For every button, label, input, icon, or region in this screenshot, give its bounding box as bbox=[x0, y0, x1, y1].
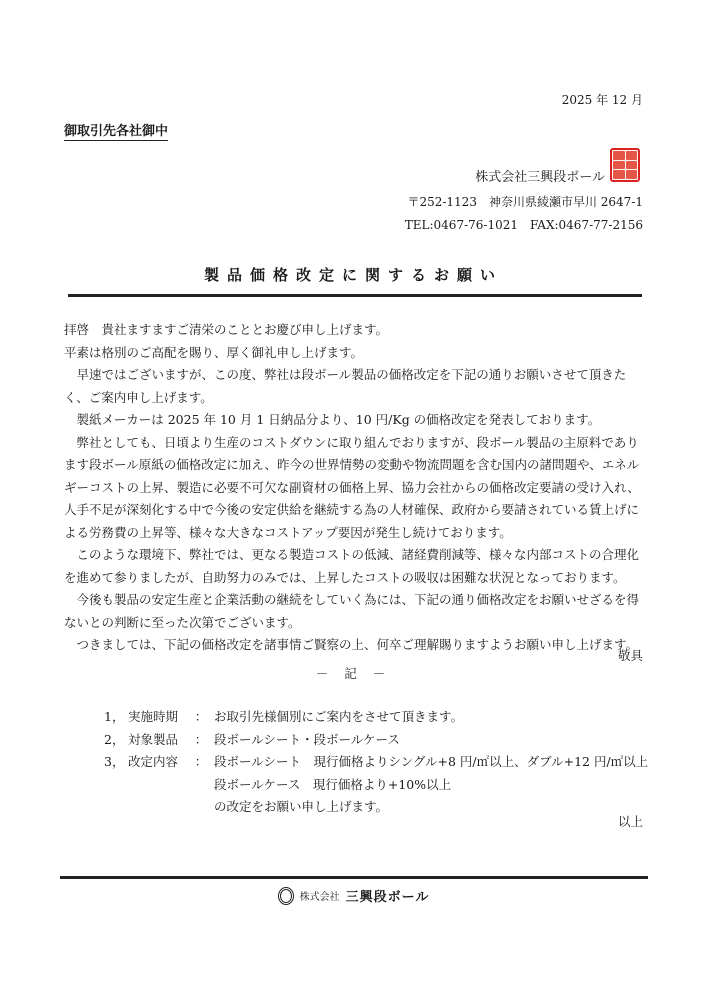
item-label: 改定内容 bbox=[128, 754, 179, 769]
item-number: 1， bbox=[104, 709, 125, 724]
document-title: 製品価格改定に関するお願い bbox=[203, 266, 503, 284]
item-value: 段ボールシート 現行価格よりシングル+8 円/㎡以上、ダブル+12 円/㎡以上 bbox=[214, 754, 649, 769]
sender-company: 株式会社三興段ボール bbox=[475, 170, 605, 185]
item-colon: ： bbox=[194, 709, 208, 724]
item-value: の改定をお願い申し上げます。 bbox=[214, 799, 389, 814]
footer-divider bbox=[60, 876, 648, 879]
item-colon: ： bbox=[194, 731, 208, 747]
item-value: お取引先様個別にご案内をさせて頂きます。 bbox=[214, 709, 464, 724]
closing: 敬具 bbox=[617, 648, 643, 663]
ki-heading: － 記 － bbox=[315, 666, 392, 681]
greeting: 拝啓 貴社ますますご清栄のこととお慶び申し上げます。 bbox=[64, 322, 389, 337]
footer-company-name: 三興段ボール bbox=[345, 890, 430, 905]
paragraph: 早速ではございますが、この度、弊社は段ボール製品の価格改定を下記の通りお願いさせて頂きたく、ご案内申し上げます。 bbox=[64, 367, 627, 405]
item-value: 段ボールシート・段ボールケース bbox=[214, 731, 400, 747]
footer-company-prefix: 株式会社 bbox=[299, 892, 340, 903]
paragraph: このような環境下、弊社では、更なる製造コストの低減、諸経費削減等、様々な内部コストの合理化を進めて参りましたが、自助努力のみでは、上昇したコストの吸収は困難な状況となっております。 bbox=[64, 547, 640, 585]
recipient: 御取引先各社御中 bbox=[64, 120, 168, 141]
list-item bbox=[104, 751, 648, 774]
paragraph: 製紙メーカーは 2025 年 10 月 1 日納品分より、10 円/Kg の価格改定を発表しております。 bbox=[76, 412, 601, 427]
list-item bbox=[104, 706, 648, 729]
document-date: 2025 年 12 月 bbox=[561, 93, 643, 107]
title-divider bbox=[68, 294, 642, 297]
list-item-continuation bbox=[104, 774, 648, 797]
list-item bbox=[104, 729, 648, 752]
letter-body bbox=[64, 319, 644, 657]
footer bbox=[0, 886, 707, 905]
item-label: 対象製品 bbox=[128, 731, 179, 747]
sender-tel-fax: TEL:0467-76-1021 FAX:0467-77-2156 bbox=[404, 218, 643, 232]
end-mark: 以上 bbox=[617, 814, 643, 829]
item-list bbox=[104, 706, 648, 819]
sender-address: 〒252-1123 神奈川県綾瀬市早川 2647-1 bbox=[407, 195, 643, 209]
company-seal-icon bbox=[610, 148, 640, 182]
item-label: 実施時期 bbox=[128, 709, 179, 724]
item-number: 2， bbox=[104, 731, 125, 747]
company-logo-icon bbox=[278, 887, 294, 905]
item-colon: ： bbox=[194, 754, 208, 769]
item-value: 段ボールケース 現行価格より+10%以上 bbox=[214, 776, 452, 792]
paragraph: 平素は格別のご高配を賜り、厚く御礼申し上げます。 bbox=[64, 344, 364, 360]
item-number: 3， bbox=[104, 754, 125, 769]
paragraph: つきましては、下記の価格改定を諸事情ご賢察の上、何卒ご理解賜りますようお願い申し上げます。 bbox=[76, 637, 639, 652]
paragraph: 弊社としても、日頃より生産のコストダウンに取り組んでおりますが、段ボール製品の主原料であります段ボール原紙の価格改定に加え、昨今の世界情勢の変動や物流問題を含む国内の諸問題や、エネルギーコストの上昇、製造に必要不可欠な副資材の価格上昇、協力会社からの価格改定要請の受け入れ、人手不足が深刻化する中で今後の安定供給を継続する為の人材確保、政府から要請されている賃上げによる労務費の上昇等、様々な大きなコストアップ要因が発生し続けております。 bbox=[64, 434, 640, 540]
list-item-continuation bbox=[104, 796, 648, 819]
paragraph: 今後も製品の安定生産と企業活動の継続をしていく為には、下記の通り価格改定をお願いせざるを得ないとの判断に至った次第でございます。 bbox=[64, 592, 640, 630]
